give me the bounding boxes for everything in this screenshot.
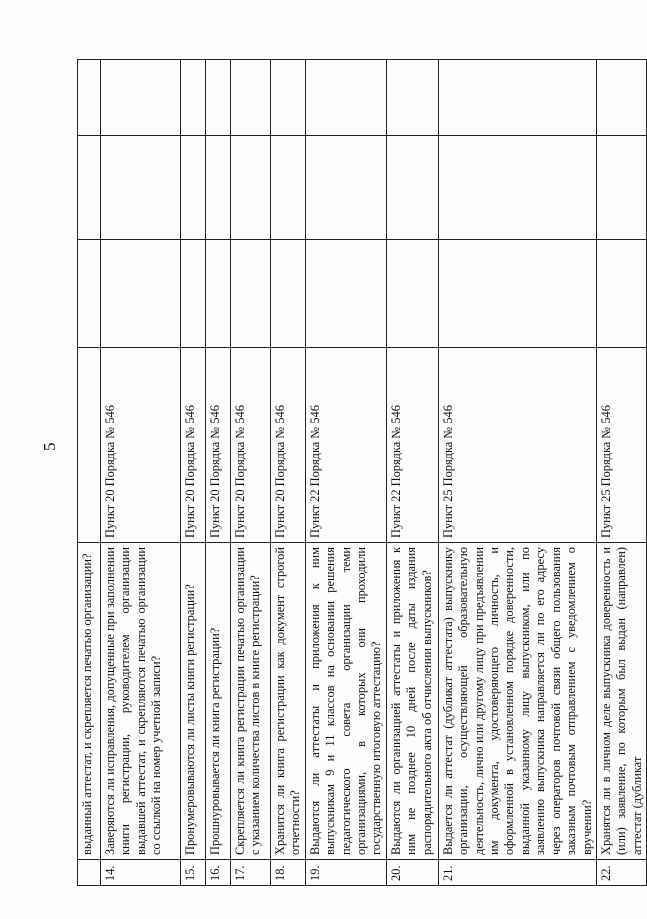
empty-cell — [305, 60, 386, 136]
empty-cell — [231, 60, 271, 136]
empty-cell — [206, 240, 231, 348]
empty-cell — [596, 240, 646, 348]
empty-cell — [181, 60, 206, 136]
row-number: 19. — [305, 860, 386, 886]
empty-cell — [206, 136, 231, 240]
row-number: 18. — [271, 860, 306, 886]
question-cell: Выдаются ли аттестаты и приложения к ним выпускникам 9 и 11 классов на основании решения педагогического совета организации теми организациями, в которых они проходили государственную итоговую аттестацию? — [305, 543, 386, 860]
table-row — [596, 60, 646, 886]
empty-cell — [231, 136, 271, 240]
table-row — [438, 60, 596, 886]
table-row — [181, 60, 206, 886]
empty-cell — [271, 60, 306, 136]
empty-cell — [386, 240, 438, 348]
table-row — [206, 60, 231, 886]
row-number: 16. — [206, 860, 231, 886]
reference-cell: Пункт 25 Порядка № 546 — [596, 348, 646, 543]
question-cell: Заверяются ли исправления, допущенные при заполнении книги регистрации, руководителем организации выдавшей аттестат, и скрепляются печатью организации со ссылкой на номер учетной записи? — [101, 543, 181, 860]
empty-cell — [78, 240, 101, 348]
empty-cell — [596, 60, 646, 136]
empty-cell — [206, 60, 231, 136]
empty-cell — [101, 136, 181, 240]
page-number: 5 — [40, 442, 59, 451]
question-cell: Прошнуровывается ли книга регистрации? — [206, 543, 231, 860]
row-number: 17. — [231, 860, 271, 886]
empty-cell — [271, 240, 306, 348]
question-cell: Выдается ли аттестат (дубликат аттестата) выпускнику организации, осуществляющей образовательную деятельность, лично или другому лицу при предъявлении им документа, удостоверяющего личность, и оформленной в установленном порядке доверенности, выданной указанному лицу выпускником, или по заявлению выпускника направляется ли по его адресу через операторов почтовой связи общего пользования заказным почтовым отправлением с уведомлением о вручении? — [438, 543, 596, 860]
empty-cell — [101, 60, 181, 136]
reference-cell — [78, 348, 101, 543]
reference-cell: Пункт 20 Порядка № 546 — [231, 348, 271, 543]
reference-cell: Пункт 20 Порядка № 546 — [271, 348, 306, 543]
question-cell: Пронумеровываются ли листы книги регистрации? — [181, 543, 206, 860]
row-number — [78, 860, 101, 886]
row-number: 20. — [386, 860, 438, 886]
row-number: 14. — [101, 860, 181, 886]
table-row — [231, 60, 271, 886]
reference-cell: Пункт 20 Порядка № 546 — [101, 348, 181, 543]
table-row — [78, 60, 101, 886]
table-row — [101, 60, 181, 886]
empty-cell — [386, 136, 438, 240]
question-cell: Хранится ли книга регистрации как документ строгой отчетности? — [271, 543, 306, 860]
empty-cell — [438, 240, 596, 348]
empty-cell — [78, 136, 101, 240]
empty-cell — [101, 240, 181, 348]
reference-cell: Пункт 22 Порядка № 546 — [305, 348, 386, 543]
reference-cell: Пункт 25 Порядка № 546 — [438, 348, 596, 543]
row-number: 21. — [438, 860, 596, 886]
reference-cell: Пункт 20 Порядка № 546 — [181, 348, 206, 543]
empty-cell — [231, 240, 271, 348]
empty-cell — [438, 136, 596, 240]
empty-cell — [438, 60, 596, 136]
question-cell: Скрепляется ли книга регистрации печатью организации с указанием количества листов в книге регистрации? — [231, 543, 271, 860]
question-cell: выданный аттестат, и скрепляется печатью организации? — [78, 543, 101, 860]
checklist-table — [77, 59, 647, 886]
empty-cell — [181, 136, 206, 240]
row-number: 15. — [181, 860, 206, 886]
empty-cell — [78, 60, 101, 136]
table-row — [305, 60, 386, 886]
row-number: 22. — [596, 860, 646, 886]
checklist-table-container — [77, 60, 644, 886]
table-row — [271, 60, 306, 886]
reference-cell: Пункт 20 Порядка № 546 — [206, 348, 231, 543]
empty-cell — [386, 60, 438, 136]
empty-cell — [271, 136, 306, 240]
empty-cell — [181, 240, 206, 348]
empty-cell — [305, 240, 386, 348]
empty-cell — [305, 136, 386, 240]
table-row — [386, 60, 438, 886]
reference-cell: Пункт 22 Порядка № 546 — [386, 348, 438, 543]
question-cell: Хранятся ли в личном деле выпускника доверенность и (или) заявление, по которым был выдан (направлен) аттестат (дубликат — [596, 543, 646, 860]
question-cell: Выдаются ли организацией аттестаты и приложения к ним не позднее 10 дней после даты издания распорядительного акта об отчислении выпускников? — [386, 543, 438, 860]
empty-cell — [596, 136, 646, 240]
